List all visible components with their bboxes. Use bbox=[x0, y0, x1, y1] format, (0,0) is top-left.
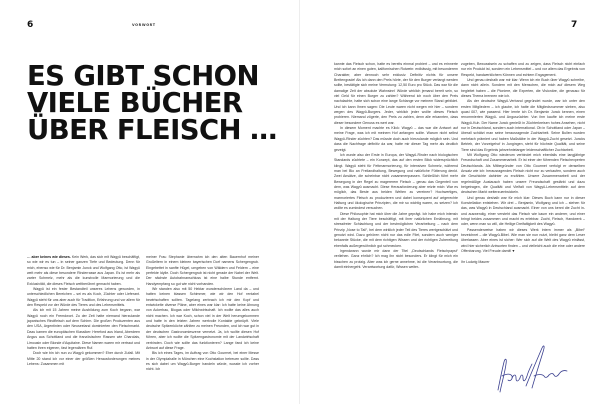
signature-icon bbox=[490, 340, 570, 400]
closing-paragraph-text: Passenderweise haben wir dieses Werk intern immer als „Bibel“ bezeichnet – die Wagyū-Bibel. Wie man sie nun nutzt, bleibt ganz dem Leser überlassen. Aber eines ist sicher: Wer sich auf die Welt des Wagyū einlässt, wird hier sicherlich Antworten finden – und vielleicht auch die eine oder andere Offenbarung. Viel Freude damit! bbox=[461, 227, 585, 254]
body-paragraph: Doch wie bin ich nun zu Wagyū gekommen? Eher durch Zufall. Mit Mitte 20 stand ich vor einer der größten Herausforderungen meines Lebens: Zusammen mit bbox=[27, 351, 140, 366]
heart-icon: ♥ bbox=[512, 249, 515, 254]
page-headline bbox=[27, 60, 297, 146]
right-column-1 bbox=[334, 62, 458, 270]
body-paragraph: meiner Frau Stephanie übernahm ich den alten Bauernhof meiner Großeltern in einem kleinen bayerischen Dorf namens Schergengrub. Eingebettet in sanfte Hügel, umgeben von Wäldern und Feldern – eine perfekte Idylle. Doch Schergengrub ist nicht gerade der Nabel der Welt. Der nächste Autobahnanschluss ist eine halbe Stunde entfernt. Handyempfang so gut wie nicht vorhanden. bbox=[146, 255, 259, 286]
running-head: VORWORT bbox=[132, 23, 156, 27]
page-number-left: 6 bbox=[27, 20, 34, 30]
left-column-2 bbox=[146, 255, 259, 373]
body-paragraph: In diesem Moment machte es Klick: Wagyū – das war die Antwort auf meine Frage, was ich mit meinem Hof anfangen sollte. Warum nicht selbst Wagyū-Rinder züchten? Das müsste doch auch hierzulande möglich sein. Und dass die Nachfrage definitiv da war, hatte mir dieser Tag mehr als deutlich gezeigt. bbox=[334, 126, 458, 152]
body-paragraph: Als der deutsche Wagyū-Verband gegründet wurde, war ich unter den ersten Mitgliedern – ich glaube, ich hatte die Mitgliedsnummer sieben, also quasi 007, wie passend. Hier lernte ich Dr. Benjamin Junck kennen, einen renommierten Wagyū- und Anguszüchter. Von ihm kaufte ich meine erste Wagyū-Kuh. Der Name Junck genießt in Züchterkreisen hohes Ansehen, nicht nur in Deutschland, sondern auch international. Ob in Schottland oder Japan – überall schätzt man seine herausragende Zuchtarbeit. Seine Bullen wurden mehrfach prämiert und haben Maßstäbe in der Wagyū-Zucht gesetzt. Juncks Betrieb, der Vorzeigehof in Jungingen, steht für höchste Qualität, und seine Tiere sind das Ergebnis jahrzehntelanger leidenschaftlicher Zuchtarbeit. bbox=[461, 99, 585, 152]
headline-line-2: VIELE BÜCHER bbox=[27, 87, 243, 119]
left-column-1 bbox=[27, 255, 140, 367]
body-paragraph: Und genau deshalb war für mich klar: Dieses Buch kann nur in dieser Konstellation entstehen. Wir drei – Benjamin, Wolfgang und ich – stehen für das, was Wagyū in Deutschland ausmacht. Einer von uns kennt die Zucht in- und auswendig, einer versteht das Fleisch wie kaum ein anderer, und einer bringt beides zusammen und macht es erlebbar. Zucht, Fleisch, Handwerk – oder, wenn man so will, die Heilige Dreifaltigkeit des Wagyū. bbox=[461, 195, 585, 227]
signoff: Ihr Ludwig Maurer bbox=[461, 260, 490, 265]
body-paragraph: Bis ich eines Tages, im Auftrag von Otto Gourmet, bei einer Messe in der Olympiahalle in München eine Kochstation betreuen sollte. Dass es sich dabei um Wagyū-Burger handeln würde, wusste ich vorher nicht. Ich bbox=[146, 351, 259, 372]
lead-paragraph-text: Kein Werk, das sich mit Wagyū beschäftigt, so wie wir es tun – in seiner ganzen Tiefe und Bedeutung. Denn für mich, ebenso wie für Dr. Benjamin Junck und Wolfgang Otto, ist Wagyū weit mehr als diese besondere Rinderrasse aus Japan. Es ist mehr als zarter Schmelz, mehr als die kunstvolle Marmorierung und die Exklusivität, die dieses Fleisch weltberühmt gemacht haben. bbox=[27, 255, 140, 286]
body-paragraph: Irgendwann wurde mir dann der Titel „Deutschlands Fleischpapst“ verliehen. Ganz ehrlich? Ich mag ihn nicht besonders. Er klingt für mich ein bisschen zu protzig. Aber was ich gerne annehme, ist die Verantwortung, die damit einhergeht. Verantwortung dafür, Wissen weiter- bbox=[334, 249, 458, 270]
body-paragraph: kannte das Fleisch schon, hatte es bereits einmal probiert – und es erinnerte mich sofort an einen guten, kalifornischen Rotwein: erdbässig, mit besonderem Charakter, aber dennoch sehr exklusiv. Definitiv nichts für unsere Breitengrade! Als ich dann den Preis hörte, der für den Burger verlangt werden sollte, bestätigte sich meine Vermutung: 12,50 Euro pro Stück. Das war für die damalige Zeit der absolute Wahnsinn! Würde wirklich jemand bereit sein, so viel Geld für einen Burger zu zahlen? Während ich noch über den Preis nachdachte, hatte sich schon eine lange Schlange vor meinem Stand gebildet. Und ich kann Ihnen sagen: Die Leute waren nicht wegen mir hier – sondern wegen des Wagyū-Burgers. Jeder, wirklich jeder wollte dieses Fleisch probieren. Niemand zögerte, den Preis zu zahlen, denn alle erkannten, dass dieser besondere Genuss es wert war. bbox=[334, 62, 459, 125]
right-page bbox=[300, 0, 600, 404]
body-paragraph: Und genau deshalb war mir klar: Wenn ich ein Buch über Wagyū schreibe, dann nicht allein. Sondern mit den Menschen, die mich auf diesem Weg begleitet haben – die Pioniere, die Experten, die Visionäre, die genauso für dieses Thema brennen wie ich. bbox=[461, 78, 585, 99]
body-paragraph: Als ich mit 15 Jahren meine Ausbildung zum Koch begann, war Wagyū noch ein Fremdwort. Zu der Zeit hatte niemand hierzulande japanisches Rindfleisch auf dem Schirm. Die großen Produzenten aus den USA, Argentinien oder Neuseeland dominierten den Fleischmarkt. Dazu kamen die europäischen Klassiker: Hereford aus Irland, Aberdeen Angus aus Schottland und die französischen Rassen wie Charolais, Limousin oder Blonde d'Aquitaine. Diese Namen waren mir vertraut und hatten ihren eigenen, fast legendären Ruf. bbox=[27, 308, 140, 350]
body-paragraph: Diese Philosophie hat mich über die Jahre geprägt. Ich habe mich intensiv mit der Haltung der Tiere beschäftigt, mit ihrer natürlichen Ernährung, mit stressfreier Schlachtung und der bestmöglichen Verarbeitung – nach dem Prinzip „Nose to Tail“, bei dem wirklich jeder Teil des Tieres wertgeschätzt und genutzt wird. Dazu gehören nicht nur das edle Filet, sondern auch weniger bekannte Stücke, die mit dem richtigen Wissen und der richtigen Zubereitung ebenfalls außergewöhnlich gut schmecken. bbox=[334, 211, 458, 248]
page-number-right: 7 bbox=[571, 20, 578, 30]
body-paragraph: zugeben, Bewusstsein zu schaffen und zu zeigen, dass Fleisch nicht einfach nur ein Produkt ist, sondern ein Lebensmittel – und vor allem das Ergebnis von Respekt, handwerklichem Können und echtem Engagement. bbox=[461, 62, 585, 77]
body-paragraph: Mit Wolfgang Otto wiederum verbindet mich ebenfalls eine langjährige Freundschaft und Zusammenarbeit. Er ist einer der führenden Fleischexperten Deutschlands. Als Mitbegründer von Otto Gourmet verfolgt er denselben Ansatz wie ich: herausragendes Fleisch nicht nur zu verkaufen, sondern auch die Geschichte dahinter zu erzählen. Unsere Zusammenarbeit und der regelmäßige Austausch haben unsere Freundschaft gestärkt und dazu beigetragen, die Qualität und Vielfalt von Wagyū-Lebensmitteln auf dem deutschen Markt weiterzuentwickeln. bbox=[461, 152, 585, 195]
lead-in: … aber keines wie dieses. bbox=[27, 255, 71, 259]
lead-paragraph bbox=[27, 255, 140, 287]
right-column-2 bbox=[461, 62, 585, 266]
body-paragraph: Wagyū ist ein fester Bestandteil unseres Lebens geworden, in unterschiedlichen Bereichen – sei es als Koch, Züchter oder Lieferant. Wagyū steht für uns aber auch für Tradition, Erfahrung und vor allem für den Respekt vor der Würde des Tieres und des Lebensmittels. bbox=[27, 287, 140, 308]
headline-line-3: ÜBER FLEISCH … bbox=[27, 114, 277, 146]
body-paragraph: Wir standen also mit 50 Hektar wunderschönem Land da – und hatten keinen blassen Schimmer, wie wir den Hof rentabel bewirtschaften sollten. Tagelang zerbrach ich mir den Kopf und entwickelte diverse Pläne, aber eines war klar: Ich hatte keine Ahnung von Ackerbau, Biogas oder Milchwirtschaft. Ich wollte das alles auch nicht machen. Ich war Koch, schon viel in der Welt herumgekommen und hatte in den letzten Jahren wertvolle Kontakte geknüpft. Viele deutsche Spitzenköche zählten zu meinen Freunden, und ich war gut in der deutschen Gastronomieszene vernetzt. Ja, ich wollte diesen Hof führen, aber ich wollte die Spitzengastronomie mit der Landwirtschaft verbinden. Doch wie sollte das funktionieren? Lange fand ich keine Antwort auf diese Frage. bbox=[146, 287, 259, 350]
body-paragraph: Ich wurde also der Erste in Europa, der Wagyū-Rinder nach biologischen Standards züchtete – ein Konzept, das auf den ersten Blick widersprüchlich klingt. Wagyū steht für Fettmarmorierung, für intensiven Schmelz, während man bei Bio an Freilandhaltung, Bewegung und natürliche Fütterung denkt. Zwei Ansätze, die scheinbar nicht zusammenpassen. Schließlich führt mehr Bewegung in der Regel zu magererem Fleisch – genau das Gegenteil von dem, was Wagyū ausmacht. Diese Herausforderung aber reizte mich: War es möglich, das Beste aus beiden Welten zu vereinen? Hochwertiges, marmoriertes Fleisch zu produzieren und dabei konsequent auf artgerechte Haltung und ökologische Prinzipien, die mir so wichtig waren, zu setzen? Ich wollte es zumindest versuchen. bbox=[334, 152, 458, 211]
headline-line-1: ES GIBT SCHON bbox=[27, 60, 259, 92]
closing-paragraph bbox=[461, 228, 585, 255]
